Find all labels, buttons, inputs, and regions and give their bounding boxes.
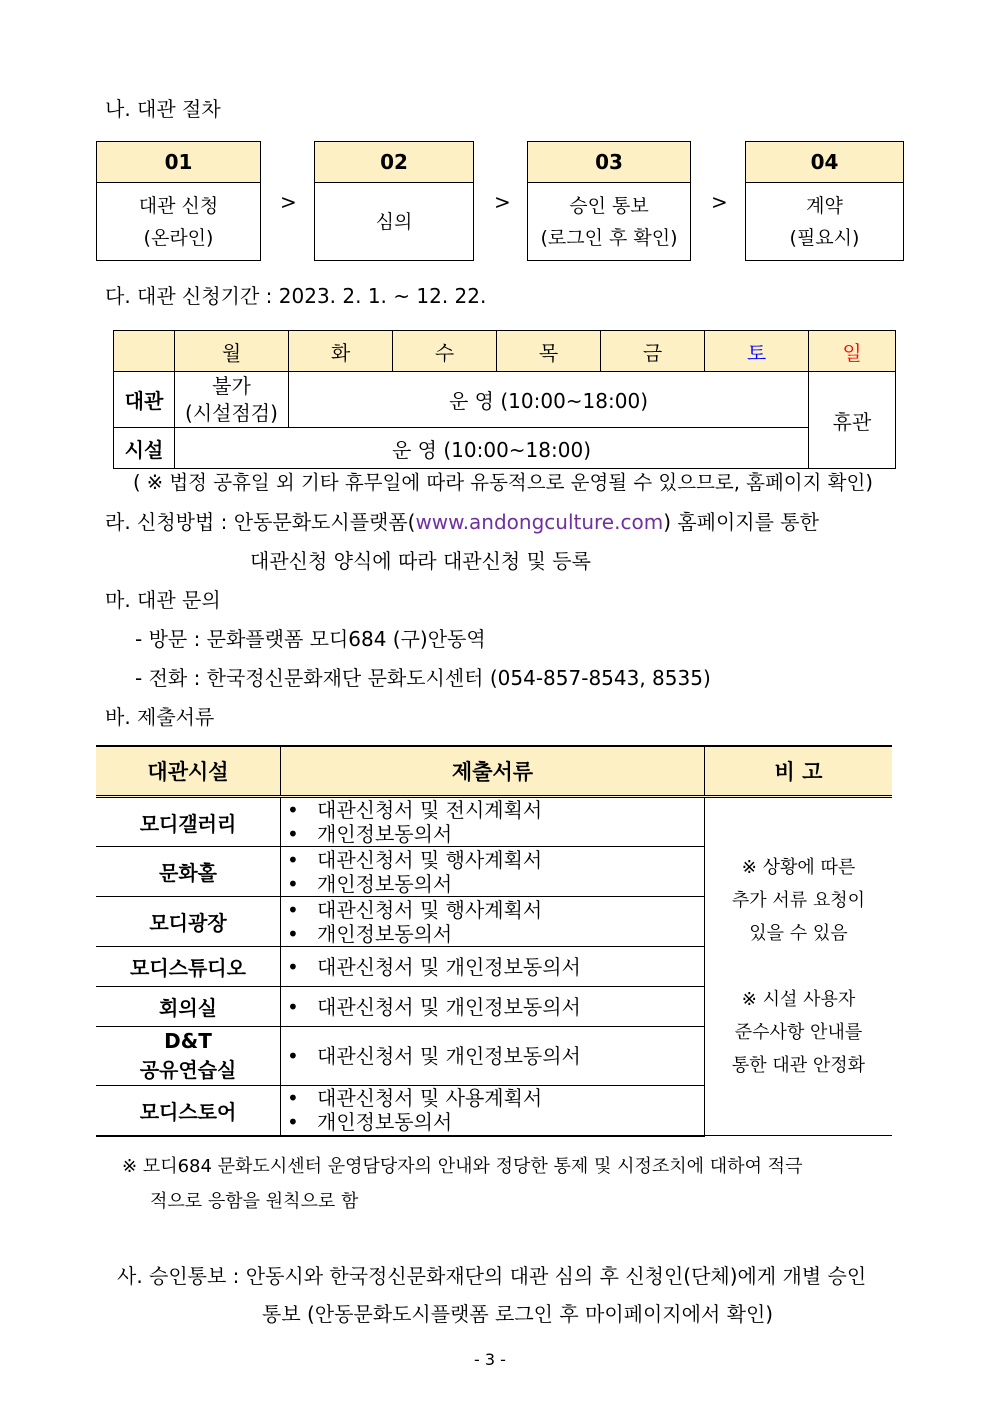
- note-line: ※ 시설 사용자: [741, 989, 856, 1010]
- note-spacer: [705, 950, 892, 983]
- footnote-line1: ※ 모디684 문화도시센터 운영담당자의 안내와 정당한 통제 및 시정조치에 대하여 적극: [122, 1156, 803, 1177]
- step-1-title: 대관 신청: [138, 195, 219, 217]
- section-ra-prefix: 라. 신청방법 : 안동문화도시플랫폼(: [105, 510, 416, 534]
- bullet-icon: •: [287, 897, 299, 922]
- doc-item: 개인정보동의서: [317, 822, 453, 846]
- step-4-subtitle: (필요시): [789, 227, 860, 249]
- rent-mon-reason: (시설점검): [185, 400, 278, 425]
- doc-item: 대관신청서 및 행사계획서: [317, 847, 543, 872]
- bullet-icon: •: [287, 921, 299, 946]
- bullet-icon: •: [287, 798, 299, 822]
- day-sun: 일: [809, 331, 896, 372]
- schedule-corner: [114, 331, 175, 372]
- doc-item: 개인정보동의서: [317, 921, 453, 946]
- rent-mon-status: 불가: [212, 373, 251, 398]
- section-ra-suffix: ) 홈페이지를 통한: [663, 510, 819, 534]
- section-sa-line1: 사. 승인통보 : 안동시와 한국정신문화재단의 대관 심의 후 신청인(단체)에게 개별 승인: [117, 1264, 867, 1288]
- bullet-icon: •: [287, 822, 299, 846]
- day-wed: 수: [393, 331, 497, 372]
- footnote-line2: 적으로 응함을 원칙으로 함: [150, 1191, 359, 1212]
- day-fri: 금: [601, 331, 705, 372]
- visit-info: - 방문 : 문화플랫폼 모디684 (구)안동역: [135, 627, 486, 651]
- facility-modi-store: 모디스토어: [96, 1086, 281, 1136]
- note-line: ※ 상황에 따른: [741, 857, 856, 878]
- header-documents: 제출서류: [281, 746, 705, 797]
- day-mon: 월: [175, 331, 289, 372]
- doc-item: 대관신청서 및 사용계획서: [317, 1086, 543, 1111]
- facility-modi-plaza: 모디광장: [96, 897, 281, 947]
- rent-label: 대관: [114, 372, 175, 428]
- step-2-title: 심의: [375, 211, 413, 233]
- doc-item: 대관신청서 및 개인정보동의서: [317, 1044, 581, 1068]
- doc-item: 대관신청서 및 전시계획서: [317, 798, 543, 822]
- bullet-icon: •: [287, 1110, 299, 1135]
- page-number: - 3 -: [474, 1350, 506, 1369]
- facility-modi-gallery: 모디갤러리: [96, 797, 281, 847]
- remarks-note: [705, 797, 893, 1136]
- closed-label: 휴관: [809, 372, 896, 469]
- step-1-subtitle: (온라인): [143, 227, 214, 249]
- day-thu: 목: [497, 331, 601, 372]
- section-ma-heading: 마. 대관 문의: [105, 588, 221, 612]
- facility-modi-studio: 모디스튜디오: [96, 947, 281, 987]
- andongculture-link[interactable]: www.andongculture.com: [415, 510, 664, 534]
- bullet-icon: •: [287, 994, 299, 1019]
- step-4: [745, 141, 904, 261]
- facility-dt-line1: D&T: [164, 1029, 212, 1053]
- facility-culture-hall: 문화홀: [96, 847, 281, 897]
- phone-info: - 전화 : 한국정신문화재단 문화도시센터 (054-857-8543, 8535): [135, 666, 711, 690]
- facility-label: 시설: [114, 428, 175, 469]
- section-da-heading: 다. 대관 신청기간 : 2023. 2. 1. ~ 12. 22.: [105, 284, 487, 308]
- header-facility: 대관시설: [96, 746, 281, 797]
- section-sa-line2: 통보 (안동문화도시플랫폼 로그인 후 마이페이지에서 확인): [262, 1302, 774, 1326]
- section-ra-line2: 대관신청 양식에 따라 대관신청 및 등록: [250, 549, 591, 573]
- facility-operation: 운 영 (10:00~18:00): [175, 428, 809, 469]
- step-1-number: 01: [97, 142, 260, 183]
- note-line: 추가 서류 요청이: [731, 890, 866, 911]
- step-3-title: 승인 통보: [569, 195, 649, 217]
- doc-item: 대관신청서 및 개인정보동의서: [317, 954, 581, 979]
- section-na-heading: 나. 대관 절차: [105, 97, 221, 121]
- bullet-icon: •: [287, 954, 299, 979]
- doc-item: 개인정보동의서: [317, 1110, 453, 1135]
- note-line: 있을 수 있음: [749, 923, 848, 944]
- step-2-number: 02: [315, 142, 473, 183]
- doc-item: 대관신청서 및 행사계획서: [317, 897, 543, 922]
- facility-meeting-room: 회의실: [96, 987, 281, 1027]
- day-tue: 화: [289, 331, 393, 372]
- doc-item: 개인정보동의서: [317, 871, 453, 896]
- step-1: [96, 141, 261, 261]
- facility-dt-practice-room: [96, 1027, 281, 1086]
- schedule-note: ( ※ 법정 공휴일 외 기타 휴무일에 따라 유동적으로 운영될 수 있으므로, 홈페이지 확인): [133, 471, 873, 494]
- day-sat: 토: [705, 331, 809, 372]
- header-remarks: 비 고: [705, 746, 893, 797]
- schedule-table: [113, 330, 896, 469]
- step-3-subtitle: (로그인 후 확인): [540, 227, 678, 249]
- documents-table: [96, 745, 892, 1137]
- section-ba-heading: 바. 제출서류: [105, 705, 215, 729]
- step-4-number: 04: [746, 142, 903, 183]
- step-4-title: 계약: [806, 195, 843, 217]
- step-arrow-3: >: [711, 190, 728, 214]
- bullet-icon: •: [287, 871, 299, 896]
- bullet-icon: •: [287, 847, 299, 872]
- note-line: 준수사항 안내를: [734, 1022, 863, 1043]
- step-3-number: 03: [528, 142, 690, 183]
- step-2: [314, 141, 474, 261]
- rent-operation: 운 영 (10:00~18:00): [289, 372, 809, 428]
- note-line: 통한 대관 안정화: [731, 1055, 866, 1076]
- step-3: [527, 141, 691, 261]
- facility-dt-line2: 공유연습실: [139, 1058, 237, 1082]
- step-arrow-2: >: [494, 190, 511, 214]
- section-ra-line1: [105, 510, 819, 534]
- doc-item: 대관신청서 및 개인정보동의서: [317, 994, 581, 1019]
- bullet-icon: •: [287, 1044, 299, 1068]
- bullet-icon: •: [287, 1086, 299, 1111]
- step-arrow-1: >: [280, 190, 297, 214]
